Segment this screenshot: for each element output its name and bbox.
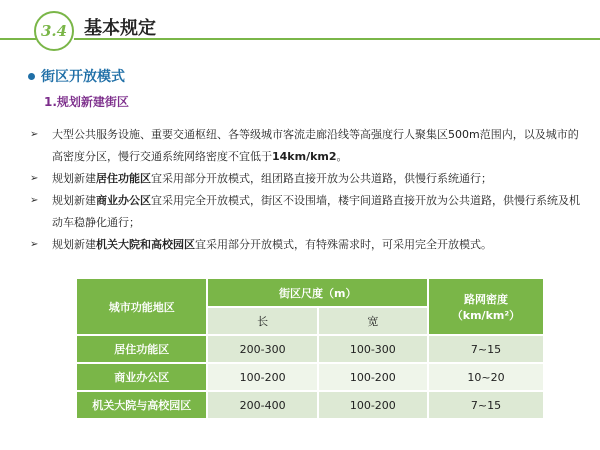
density-header-line1: 路网密度 xyxy=(463,292,508,306)
table-cell: 100-200 xyxy=(207,363,317,391)
bullet-list xyxy=(28,124,580,256)
bullet-dot-icon xyxy=(28,73,35,80)
block-scale-table xyxy=(75,277,545,420)
section-number: 3.4 xyxy=(40,22,68,40)
arrow-bullet-icon: ➢ xyxy=(30,129,39,140)
bullet-bold: 商业办公区 xyxy=(96,194,151,207)
subtitle-text: 街区开放模式 xyxy=(41,69,125,85)
bullet-text: 宜采用完全开放模式，街区不设围墙，楼宇间道路直接开放为公共道路，供慢行系统及机动车稳静化通行； xyxy=(52,194,580,229)
bullet-text: 宜采用部分开放模式，组团路直接开放为公共道路，供慢行系统通行； xyxy=(151,172,492,185)
bullet-item xyxy=(28,234,580,256)
density-header-line2: （km/km²） xyxy=(451,308,521,322)
section-number-badge xyxy=(34,11,74,51)
table-cell: 7~15 xyxy=(428,391,544,419)
arrow-bullet-icon: ➢ xyxy=(30,239,39,250)
subtitle xyxy=(28,66,125,86)
sub-header-long: 长 xyxy=(207,307,317,335)
item-heading: 1.规划新建街区 xyxy=(44,95,129,109)
bullet-item xyxy=(28,190,580,234)
table-cell: 100-200 xyxy=(318,391,428,419)
table-cell: 100-300 xyxy=(318,335,428,363)
bullet-text: 规划新建 xyxy=(52,194,96,207)
bullet-bold: 机关大院和高校园区 xyxy=(96,238,195,251)
bullet-text: 规划新建 xyxy=(52,172,96,185)
row-label: 商业办公区 xyxy=(76,363,207,391)
bullet-text: 规划新建 xyxy=(52,238,96,251)
table-row xyxy=(76,363,544,391)
table-row xyxy=(76,335,544,363)
row-label: 机关大院与高校园区 xyxy=(76,391,207,419)
bullet-text: 宜采用部分开放模式，有特殊需求时，可采用完全开放模式。 xyxy=(195,238,492,251)
header-rule-left xyxy=(0,38,36,40)
arrow-bullet-icon: ➢ xyxy=(30,173,39,184)
section-title: 基本规定 xyxy=(84,18,156,39)
table-cell: 10~20 xyxy=(428,363,544,391)
table-cell: 200-300 xyxy=(207,335,317,363)
sub-header-wide: 宽 xyxy=(318,307,428,335)
bullet-bold: 居住功能区 xyxy=(96,172,151,185)
bullet-text: 。 xyxy=(336,150,348,163)
bullet-bold: 14km/km2 xyxy=(272,150,337,163)
col-header-area: 城市功能地区 xyxy=(76,278,207,335)
arrow-bullet-icon: ➢ xyxy=(30,195,39,206)
col-header-size: 街区尺度（m） xyxy=(207,278,427,307)
col-header-density xyxy=(428,278,544,335)
row-label: 居住功能区 xyxy=(76,335,207,363)
bullet-item xyxy=(28,168,580,190)
table-row xyxy=(76,391,544,419)
table-cell: 7~15 xyxy=(428,335,544,363)
bullet-text: 大型公共服务设施、重要交通枢纽、各等级城市客流走廊沿线等高强度行人聚集区500m范围内，以及城市的高密度分区，慢行交通系统网络密度不宜低于 xyxy=(52,128,579,163)
bullet-item xyxy=(28,124,580,168)
table-cell: 100-200 xyxy=(318,363,428,391)
slide-header xyxy=(0,0,600,60)
table-cell: 200-400 xyxy=(207,391,317,419)
